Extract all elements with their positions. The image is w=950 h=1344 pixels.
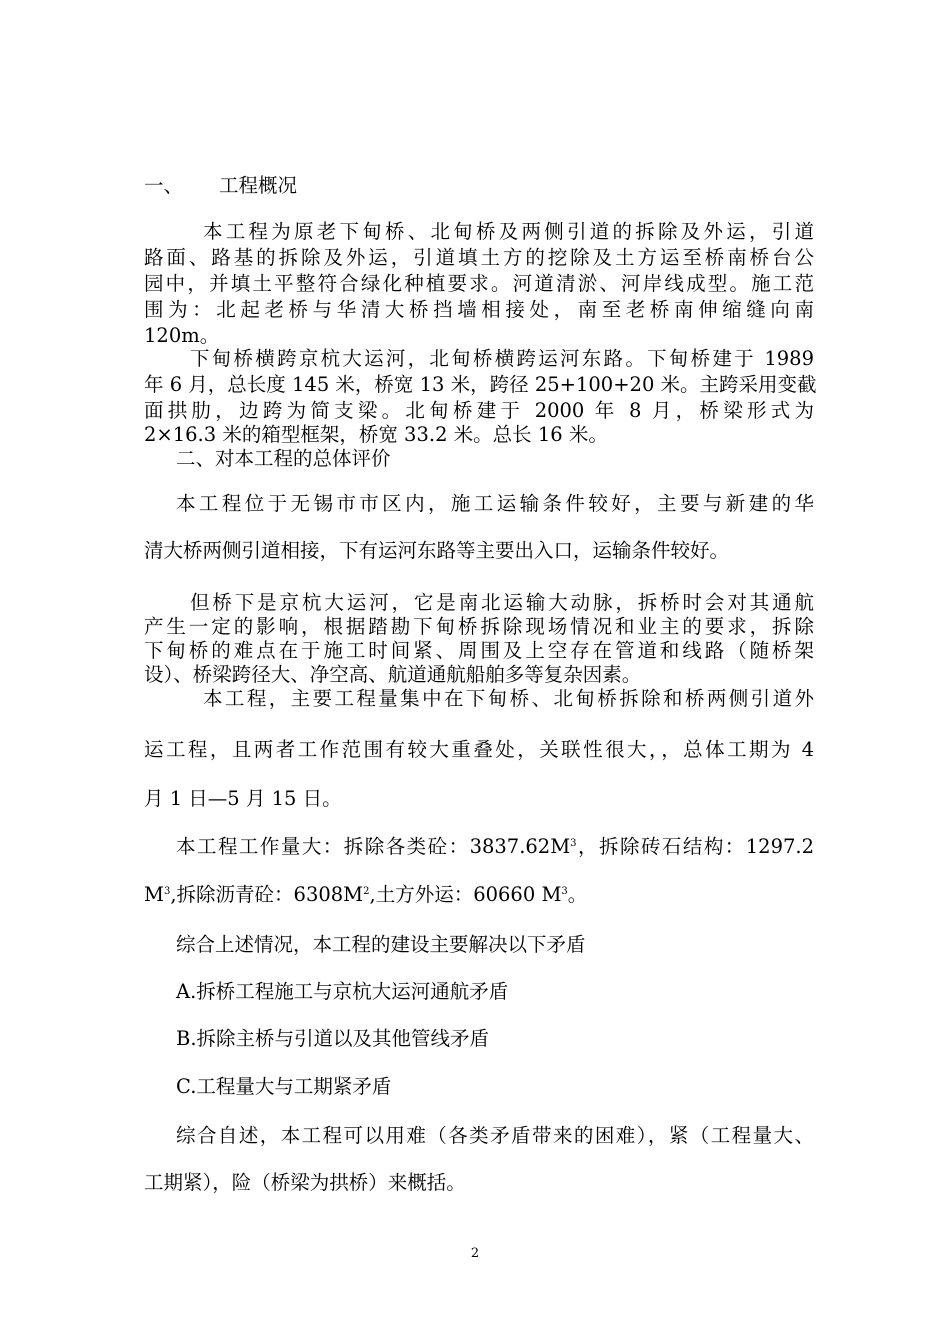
paragraph-line: 年 6 月，总长度 145 米，桥宽 13 米，跨径 25+100+20 米。主跨采用变截: [144, 373, 817, 396]
page-number: 2: [470, 1246, 480, 1261]
summary-intro: 综合上述情况，本工程的建设主要解决以下矛盾: [176, 933, 586, 956]
paragraph-line: 120m。: [144, 324, 220, 347]
summary-item: A.拆桥工程施工与京杭大运河通航矛盾: [176, 980, 509, 1003]
paragraph-line: 设）、桥梁跨径大、净空高、航道通航船舶多等复杂因素。: [144, 663, 642, 686]
paragraph-line: 清大桥两侧引道相接，下有运河东路等主要出入口，运输条件较好。: [144, 539, 730, 562]
paragraph-line: 工期紧），险（桥梁为拱桥）来概括。: [144, 1171, 466, 1194]
paragraph-line: 路面、路基的拆除及外运，引道填土方的挖除及土方运至桥南桥台公: [144, 246, 814, 269]
summary-item: C.工程量大与工期紧矛盾: [176, 1075, 392, 1098]
paragraph-line: 产生一定的影响，根据踏勘下甸桥拆除现场情况和业主的要求，拆除: [144, 615, 814, 638]
paragraph-line: 2×16.3 米的箱型框架，桥宽 33.2 米。总长 16 米。: [144, 423, 608, 446]
paragraph-line: 月 1 日—5 月 15 日。: [144, 787, 342, 810]
section-1-number: 一、: [144, 174, 184, 197]
section-1-heading: [144, 173, 814, 199]
paragraph-line: 运工程，且两者工作范围有较大重叠处，关联性很大，，总体工期为 4: [144, 738, 814, 761]
section-2-heading: 二、对本工程的总体评价: [176, 447, 391, 470]
section-1-title: 工程概况: [219, 174, 298, 197]
paragraph-line: 本工程为原老下甸桥、北甸桥及两侧引道的拆除及外运，引道: [203, 220, 814, 243]
paragraph-line: 综合自述，本工程可以用难（各类矛盾带来的困难），紧（工程量大、: [176, 1124, 814, 1147]
paragraph-line: 下甸桥的难点在于施工时间紧、周围及上空存在管道和线路（随桥架: [144, 639, 814, 662]
quantities-line-1: 本工程工作量大：拆除各类砼：$3837.62M^3$，拆除砖石结构：1297.2: [176, 835, 814, 858]
quantities-line-2: $M^3$,拆除沥青砼：$6308M^2$,土方外运：60660 $M^3$。: [144, 883, 588, 906]
paragraph-line: 本工程，主要工程量集中在下甸桥、北甸桥拆除和桥两侧引道外: [203, 687, 814, 710]
paragraph-line: 围为：北起老桥与华清大桥挡墙相接处，南至老桥南伸缩缝向南: [144, 298, 814, 321]
paragraph-line: 但桥下是京杭大运河，它是南北运输大动脉，拆桥时会对其通航: [190, 591, 814, 614]
paragraph-line: 园中，并填土平整符合绿化种植要求。河道清淤、河岸线成型。施工范: [144, 272, 814, 295]
paragraph-line: 本工程位于无锡市市区内，施工运输条件较好，主要与新建的华: [176, 492, 814, 515]
summary-item: B.拆除主桥与引道以及其他管线矛盾: [176, 1027, 490, 1050]
paragraph-line: 下甸桥横跨京杭大运河，北甸桥横跨运河东路。下甸桥建于 1989: [190, 347, 814, 370]
paragraph-line: 面拱肋，边跨为简支梁。北甸桥建于 2000 年 8 月，桥梁形式为: [144, 399, 814, 422]
